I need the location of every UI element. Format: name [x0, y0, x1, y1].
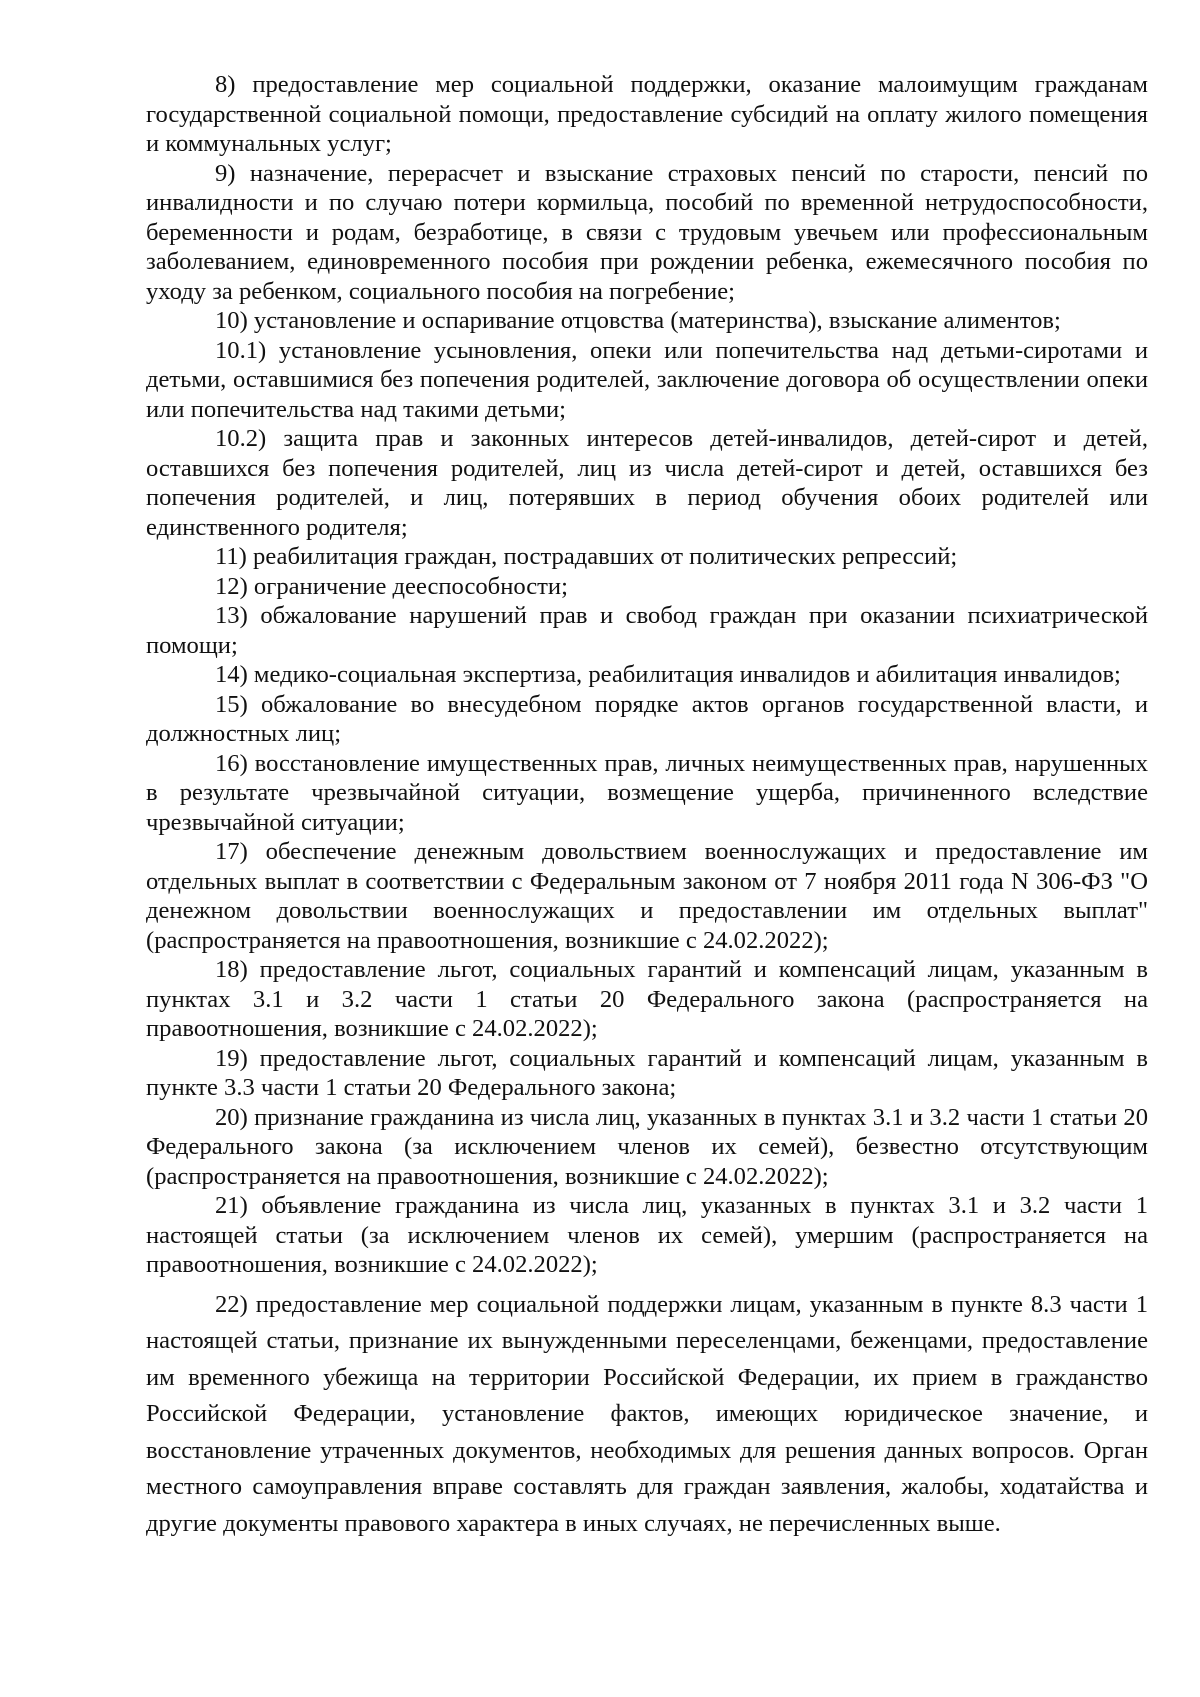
- list-item-16: 16) восстановление имущественных прав, личных неимущественных прав, нарушенных в результате чрезвычайной ситуации, возмещение ущерба, причиненного вследствие чрезвычайной ситуации;: [146, 749, 1148, 836]
- list-item-10: 10) установление и оспаривание отцовства (материнства), взыскание алиментов;: [215, 307, 1061, 334]
- list-item-20: 20) признание гражданина из числа лиц, указанных в пунктах 3.1 и 3.2 части 1 статьи 20 Федерального закона (за исключением членов их семей), безвестно отсутствующим (распространяется на правоотношения, возникшие с 24.02.2022);: [146, 1103, 1148, 1190]
- list-item-19: 19) предоставление льгот, социальных гарантий и компенсаций лицам, указанным в пункте 3.3 части 1 статьи 20 Федерального закона;: [146, 1044, 1148, 1101]
- list-item-10-2: 10.2) защита прав и законных интересов детей-инвалидов, детей-сирот и детей, оставшихся без попечения родителей, лиц из числа детей-сирот и детей, оставшихся без попечения родителей, и лиц, потерявших в период обучения обоих родителей или единственного родителя;: [146, 425, 1148, 541]
- list-item-15: 15) обжалование во внесудебном порядке актов органов государственной власти, и должностных лиц;: [146, 690, 1148, 747]
- list-item-21: 21) объявление гражданина из числа лиц, указанных в пунктах 3.1 и 3.2 части 1 настоящей статьи (за исключением членов их семей), умершим (распространяется на правоотношения, возникшие с 24.02.2022);: [146, 1192, 1148, 1278]
- list-item-14: 14) медико-социальная экспертиза, реабилитация инвалидов и абилитация инвалидов;: [215, 661, 1121, 688]
- list-item-18: 18) предоставление льгот, социальных гарантий и компенсаций лицам, указанным в пунктах 3.1 и 3.2 части 1 статьи 20 Федерального закона (распространяется на правоотношения, возникшие с 24.02.2022);: [146, 956, 1148, 1042]
- list-item-11: 11) реабилитация граждан, пострадавших от политических репрессий;: [215, 543, 958, 570]
- list-item-8: 8) предоставление мер социальной поддержки, оказание малоимущим гражданам государственной социальной помощи, предоставление субсидий на оплату жилого помещения и коммунальных услуг;: [146, 71, 1148, 157]
- list-item-10-1: 10.1) установление усыновления, опеки или попечительства над детьми-сиротами и детьми, оставшимися без попечения родителей, заключение договора об осуществлении опеки или попечительства над такими детьми;: [146, 336, 1148, 423]
- list-item-17: 17) обеспечение денежным довольствием военнослужащих и предоставление им отдельных выплат в соответствии с Федеральным законом от 7 ноября 2011 года N 306-ФЗ "О денежном довольствии военнослужащих и предоставлении им отдельных выплат" (распространяется на правоотношения, возникшие с 24.02.2022);: [146, 838, 1148, 954]
- list-item-22: 22) предоставление мер социальной поддержки лицам, указанным в пункте 8.3 части 1 настоящей статьи, признание их вынужденными переселенцами, беженцами, предоставление им временного убежища на территории Российской Федерации, их прием в гражданство Российской Федерации, установление фактов, имеющих юридическое значение, и восстановление утраченных документов, необходимых для решения данных вопросов. Орган местного самоуправления вправе составлять для граждан заявления, жалобы, ходатайства и другие документы правового характера в иных случаях, не перечисленных выше.: [146, 1290, 1148, 1537]
- list-item-12: 12) ограничение дееспособности;: [215, 572, 568, 600]
- list-item-9: 9) назначение, перерасчет и взыскание страховых пенсий по старости, пенсий по инвалидности и по случаю потери кормильца, пособий по временной нетрудоспособности, беременности и родам, безработице, в связи с трудовым увечьем или профессиональным заболеванием, единовременного пособия при рождении ребенка, ежемесячного пособия по уходу за ребенком, социального пособия на погребение;: [146, 159, 1148, 305]
- list-item-13: 13) обжалование нарушений прав и свобод граждан при оказании психиатрической помощи;: [146, 602, 1148, 659]
